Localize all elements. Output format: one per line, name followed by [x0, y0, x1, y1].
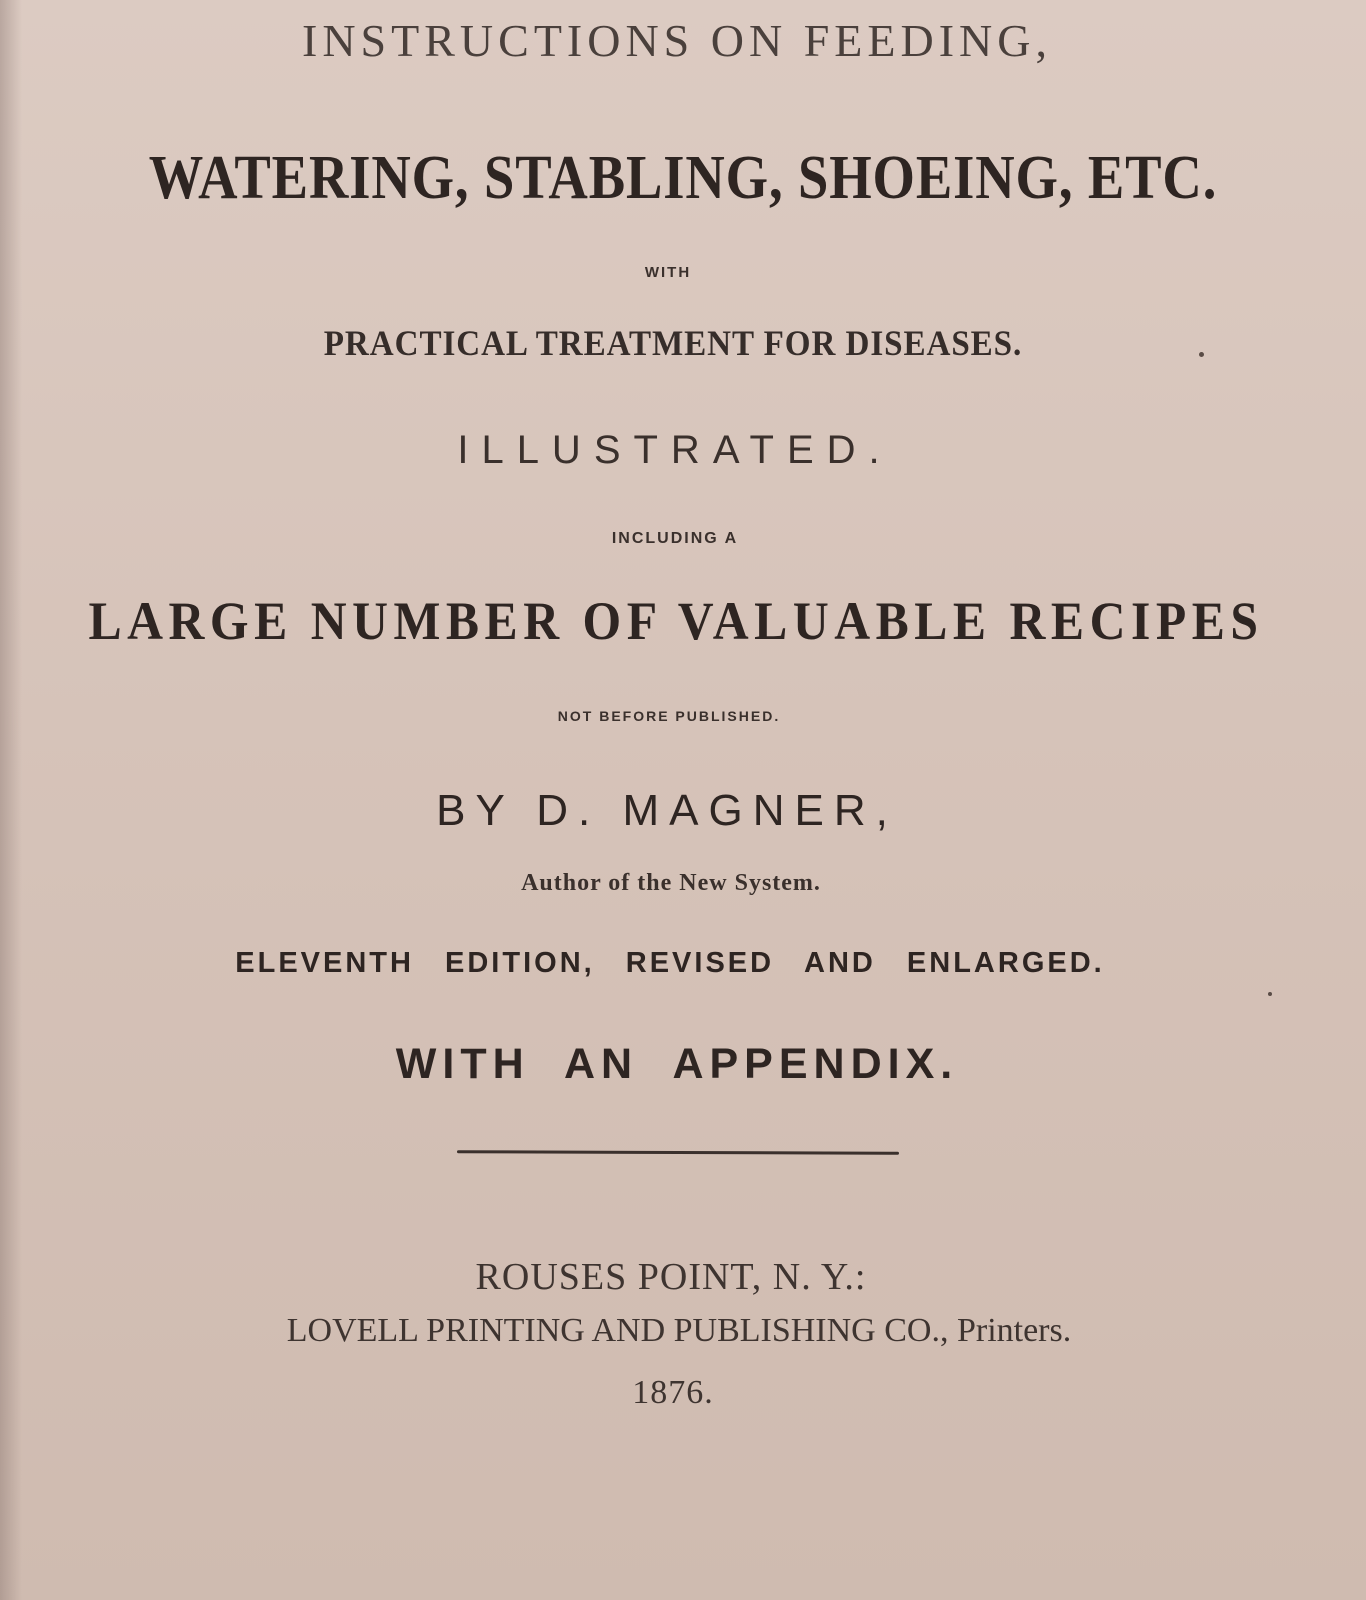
ink-speck [1199, 352, 1204, 357]
edition-line: ELEVENTH EDITION, REVISED AND ENLARGED. [235, 947, 1105, 979]
subtitle-watering: WATERING, STABLING, SHOEING, ETC. [148, 144, 1218, 212]
connector-with: WITH [644, 264, 692, 281]
imprint-publisher: LOVELL PRINTING AND PUBLISHING CO., Printers. [286, 1312, 1072, 1349]
ink-speck [1268, 992, 1272, 996]
illustrated-label: ILLUSTRATED. [457, 428, 893, 472]
imprint-year: 1876. [632, 1374, 714, 1411]
note-not-before-published: NOT BEFORE PUBLISHED. [557, 708, 781, 724]
divider-rule [457, 1150, 899, 1155]
subtitle-recipes: LARGE NUMBER OF VALUABLE RECIPES [88, 591, 1264, 651]
connector-including: INCLUDING A [611, 530, 739, 547]
appendix-line: WITH AN APPENDIX. [395, 1040, 959, 1088]
subtitle-instructions: INSTRUCTIONS ON FEEDING, [302, 15, 1052, 66]
imprint-place: ROUSES POINT, N. Y.: [475, 1256, 867, 1298]
subtitle-practical-treatment: PRACTICAL TREATMENT FOR DISEASES. [323, 323, 1023, 363]
author-line: BY D. MAGNER, [436, 786, 898, 835]
author-note: Author of the New System. [521, 870, 821, 896]
